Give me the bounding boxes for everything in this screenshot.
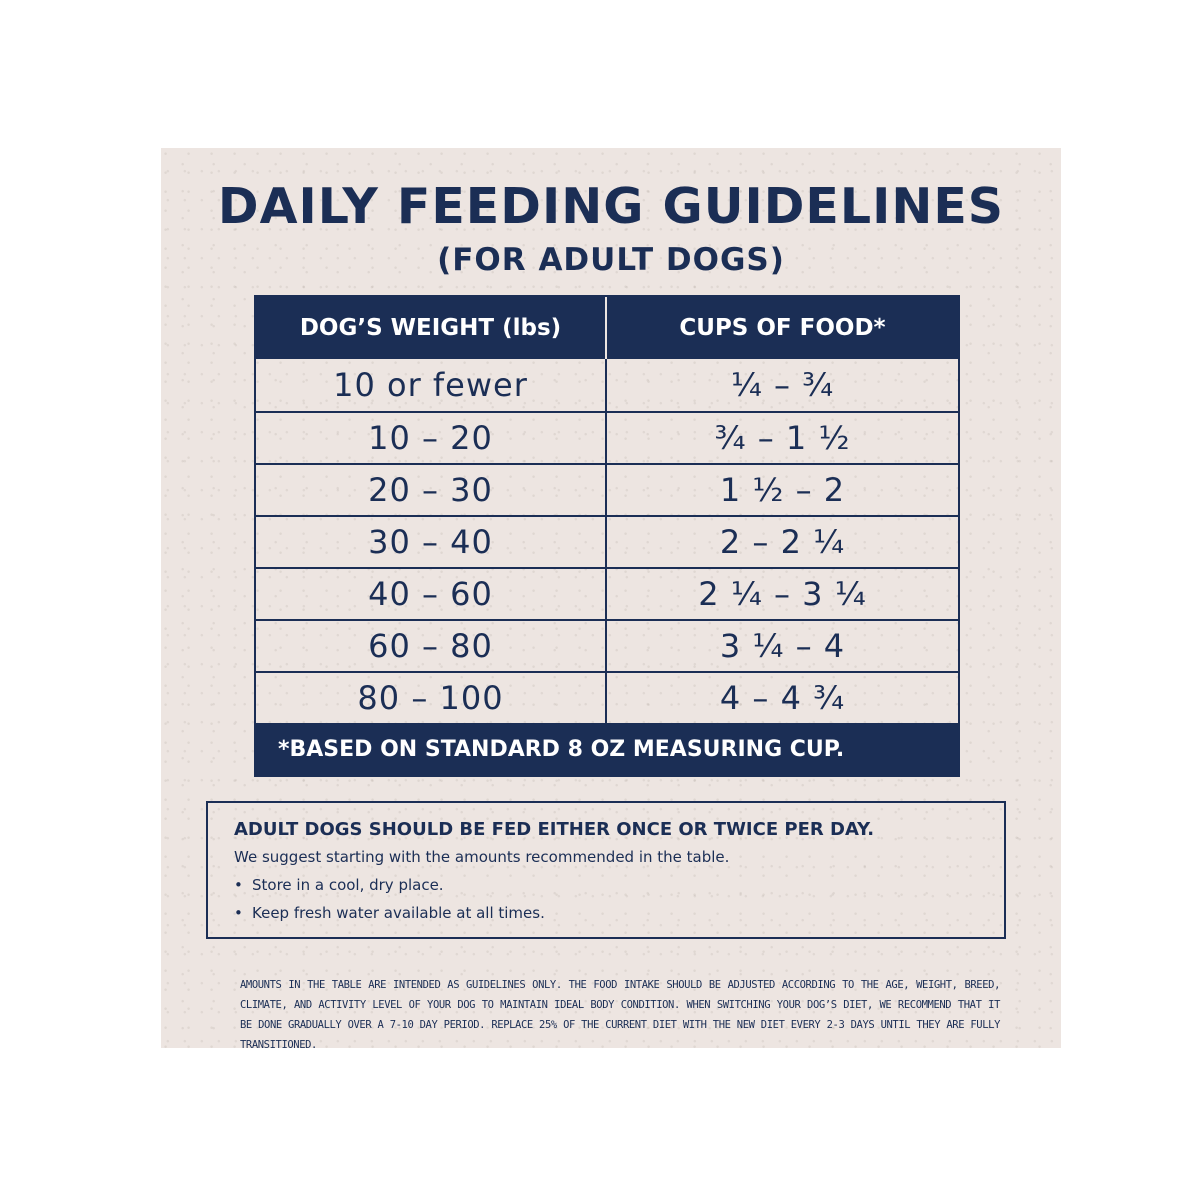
table-row — [256, 671, 958, 723]
table-row — [256, 515, 958, 567]
list-item — [234, 899, 978, 927]
weight-cell: 20 – 30 — [256, 465, 607, 515]
page-title: DAILY FEEDING GUIDELINES — [217, 178, 1005, 235]
cups-cell: ¼ – ¾ — [730, 366, 835, 404]
table-footnote: *BASED ON STANDARD 8 OZ MEASURING CUP. — [256, 723, 958, 775]
list-item — [234, 871, 978, 899]
list-item-label: Store in a cool, dry place. — [252, 876, 444, 894]
bullet-icon: • — [234, 904, 243, 922]
info-suggestion: We suggest starting with the amounts recommended in the table. — [234, 848, 730, 866]
weight-cell: 40 – 60 — [256, 569, 607, 619]
table-row — [256, 359, 958, 411]
column-header-weight: DOG’S WEIGHT (lbs) — [256, 297, 607, 359]
table-row — [256, 567, 958, 619]
list-item-label: Keep fresh water available at all times. — [252, 904, 545, 922]
page-subtitle: (FOR ADULT DOGS) — [437, 242, 785, 278]
care-tips-list — [234, 871, 978, 927]
cups-cell: 2 – 2 ¼ — [719, 523, 846, 561]
weight-cell: 80 – 100 — [256, 673, 607, 723]
info-heading: ADULT DOGS SHOULD BE FED EITHER ONCE OR TWICE PER DAY. — [234, 819, 875, 840]
feeding-table — [254, 295, 960, 777]
table-header — [256, 297, 958, 359]
cups-cell: ¾ – 1 ½ — [714, 419, 851, 457]
table-row — [256, 619, 958, 671]
feeding-info-box — [206, 801, 1006, 939]
table-row — [256, 411, 958, 463]
cups-cell: 4 – 4 ¾ — [719, 679, 846, 717]
disclaimer-fineprint: AMOUNTS IN THE TABLE ARE INTENDED AS GUIDELINES ONLY. THE FOOD INTAKE SHOULD BE ADJUSTED ACCORDING TO THE AGE, WEIGHT, BREED, CLIMATE, AND ACTIVITY LEVEL OF YOUR DOG TO MAINTAIN IDEAL BODY CONDITION. WHEN SWITCHING YOUR DOG’S DIET, WE RECOMMEND THAT IT BE DONE GRADUALLY OVER A 7-10 DAY PERIOD. REPLACE 25% OF THE CURRENT DIET WITH THE NEW DIET EVERY 2-3 DAYS UNTIL THEY ARE FULLY TRANSITIONED. — [240, 978, 1000, 1051]
cups-cell: 1 ½ – 2 — [719, 471, 846, 509]
table-row — [256, 463, 958, 515]
cups-cell: 3 ¼ – 4 — [719, 627, 846, 665]
table-body — [256, 359, 958, 723]
weight-cell: 10 or fewer — [256, 359, 607, 411]
cups-cell: 2 ¼ – 3 ¼ — [698, 575, 867, 613]
feeding-guidelines-panel — [161, 148, 1061, 1051]
weight-cell: 30 – 40 — [256, 517, 607, 567]
weight-cell: 60 – 80 — [256, 621, 607, 671]
column-header-cups: CUPS OF FOOD* — [679, 315, 886, 341]
weight-cell: 10 – 20 — [256, 413, 607, 463]
bullet-icon: • — [234, 876, 243, 894]
